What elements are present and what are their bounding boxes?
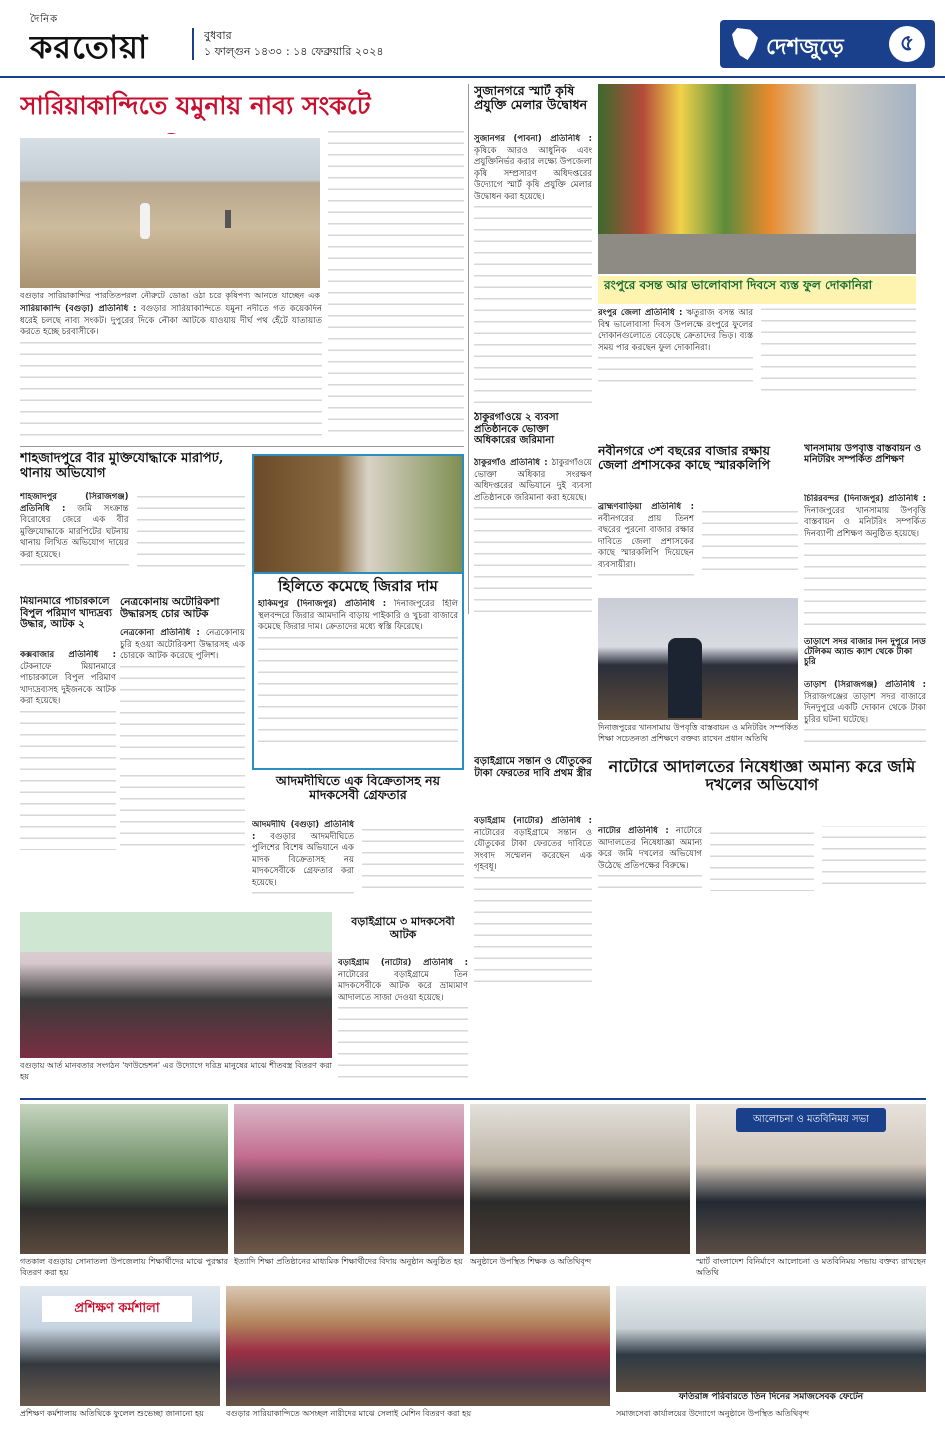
krishi-headline: সুজানগরে স্মার্ট কৃষি প্রযুক্তি মেলার উদ্বোধন (474, 84, 588, 113)
nabinagar-headline-box (598, 444, 798, 500)
krishi-dateline: সুজানগর (পাবনা) প্রতিনিধি : (474, 134, 592, 144)
myanmar-body-text: টেকনাফে মিয়ানমারে পাচারকালে বিপুল পরিমাণ খাদ্যদ্রব্যসহ দুইজনকে আটক করা হয়েছে। (20, 661, 116, 706)
workshop-photo-caption: প্রশিক্ষণ কর্মশালায় অতিথিকে ফুলেল শুভেচ্ছা জানানো হয় (20, 1409, 204, 1418)
nabinagar-body-text: নবীনগরের প্রায় তিনশ বছরের পুরনো বাজার রক্ষার দাবিতে জেলা প্রশাসকের কাছে স্মারকলিপি দিয়েছেন ব্যবসায়ীরা। (598, 513, 694, 570)
thakurgaon-body-text: ঠাকুরগাঁওয়ে ভোক্তা অধিকার সংরক্ষণ অধিদপ্তরের অভিযানে দুই ব্যবসা প্রতিষ্ঠানকে জরিমানা করা হয়েছে। (474, 458, 592, 503)
flower-shop-photo (598, 84, 916, 274)
distant-figure (225, 210, 231, 228)
netrokona-dateline: নেত্রকোনা প্রতিনিধি : (120, 628, 200, 638)
nabinagar-headline: নবীনগরে ৩শ বছরের বাজার রক্ষায় জেলা প্রশাসকের কাছে স্মারকলিপি (598, 444, 771, 473)
natore-headline-box (598, 758, 926, 822)
jira-box (252, 574, 464, 770)
jira-headline: হিলিতে কমেছে জিরার দাম (278, 577, 438, 595)
tarash-body-text: সিরাজগঞ্জের তাড়াশ সদর বাজারে দিনদুপুরে একটি দোকান থেকে টাকা চুরির ঘটনা ঘটেছে। (804, 691, 926, 725)
thakurgaon-body-lines (474, 504, 592, 614)
flower-body-text: ঋতুরাজ বসন্ত আর বিশ্ব ভালোবাসা দিবস উপলক্ষে রংপুরে ফুলের দোকানগুলোতে বেড়েছে ক্রেতাদের ভিড়। ব্যস্ত সময় পার করছেন ফুল দোকানিরা। (598, 308, 754, 353)
barai-mad-headline-box (338, 916, 468, 956)
lead-body-text-lines (20, 339, 322, 441)
adamdighi-headline: আদমদীঘিতে এক বিক্রেতাসহ নয় মাদকসেবী গ্রেফতার (276, 774, 440, 803)
netrokona-headline-box (120, 596, 245, 626)
khansama-dateline: চিরিরবন্দর (দিনাজপুর) প্রতিনিধি : (804, 494, 926, 504)
nabinagar-dateline: ব্রাহ্মণবাড়িয়া প্রতিনিধি : (598, 502, 694, 512)
masthead (0, 0, 945, 78)
guests-photo-caption: অনুষ্ঠানে উপস্থিত শিক্ষক ও অতিথিবৃন্দ (470, 1257, 592, 1266)
flower-headline-box (598, 276, 916, 304)
bogra-distribution-photo (20, 912, 332, 1058)
sewing-machine-photo (226, 1286, 610, 1406)
section-banner (720, 20, 935, 68)
speaker-figure (668, 638, 702, 718)
krishi-headline-box (474, 84, 592, 132)
natore-body-text: নাটোরে আদালতের নিষেধাজ্ঞা অমান্য করে জমি দখলের অভিযোগ উঠেছে প্রতিপক্ষের বিরুদ্ধে। (598, 826, 703, 871)
khansama-headline-box (804, 444, 926, 492)
jira-body-text: দিনাজপুরের হিলি স্থলবন্দরে জিরার আমদানি বাড়ায় পাইকারি ও খুচরা বাজারে কমেছে জিরার দাম। ক্রেতাদের মধ্যে স্বস্তি ফিরেছে। (258, 599, 458, 633)
rule-photo-row (20, 1098, 926, 1100)
thakurgaon-body (474, 458, 592, 614)
freedom-dateline: শাহজাদপুর (সিরাজগঞ্জ) প্রতিনিধি : (20, 492, 129, 514)
lead-body-right (328, 128, 464, 440)
barai-mad-body (338, 958, 468, 1080)
page-number: ৫ (889, 26, 925, 62)
adamdighi-headline-box (252, 774, 464, 818)
discussion-photo (696, 1104, 926, 1254)
thakurgaon-dateline: ঠাকুরগাঁও প্রতিনিধি : (474, 458, 548, 468)
natore-body (598, 826, 926, 992)
freedom-headline-box (20, 452, 245, 488)
netrokona-continued (120, 772, 245, 852)
netrokona-body-text: নেত্রকোনায় চুরি হওয়া অটোরিকশা উদ্ধারসহ এক চোরকে আটক করেছে পুলিশ। (120, 628, 245, 661)
barai-mad-body-text: নাটোরের বড়াইগ্রামে তিন মাদকসেবীকে আটক করে ভ্রাম্যমাণ আদালতে সাজা দেওয়া হয়েছে। (338, 969, 468, 1003)
social-service-caption: সমাজসেবা কার্যালয়ের উদ্যোগে অনুষ্ঠানে উপস্থিত অতিথিবৃন্দ (616, 1409, 810, 1418)
barai-child-dateline: বড়াইগ্রাম (নাটোর) প্রতিনিধি : (474, 816, 592, 826)
netrokona-headline: নেত্রকোনায় অটোরিকশা উদ্ধারসহ চোর আটক (120, 596, 220, 621)
farewell-photo-caption: ইত্যাদি শিক্ষা প্রতিষ্ঠানের মাধ্যমিক শিক্ষার্থীদের বিদায় অনুষ্ঠান অনুষ্ঠিত হয় (234, 1257, 463, 1266)
jira-body-lines (258, 634, 458, 750)
farmer-figure (140, 203, 150, 239)
barai-mad-body-lines (338, 1004, 468, 1080)
workshop-banner: প্রশিক্ষণ কর্মশালা (42, 1296, 192, 1322)
sewing-photo-caption: বগুড়ার সারিয়াকান্দিতে অসচ্ছল নারীদের মাঝে সেলাই মেশিন বিতরণ করা হয় (226, 1409, 472, 1418)
myanmar-body (20, 650, 116, 850)
khansama-headline: খানসামায় উপবৃত্তি বাস্তবায়ন ও মনিটরিং সম্পর্কিত প্রশিক্ষণ (804, 444, 922, 465)
barai-child-body (474, 816, 592, 992)
nabinagar-photo-caption: দিনাজপুরের খানসামায় উপবৃত্তি বাস্তবায়ন ও মনিটরিং সম্পর্কিত শিক্ষা সচেতনতা প্রশিক্ষণে বক্তব্য রাখেন প্রধান অতিথি (598, 723, 798, 743)
lead-dateline: সারিয়াকান্দি (বগুড়া) প্রতিনিধি : (20, 304, 137, 314)
barai-child-body-lines (474, 874, 592, 993)
adamdighi-dateline: আদমদীঘি (বগুড়া) প্রতিনিধি : (252, 820, 354, 842)
issue-date: ১ ফাল্গুন ১৪৩০ : ১৪ ফেব্রুয়ারি ২০২৪ (204, 45, 384, 58)
myanmar-headline: মিয়ানমারে পাচারকালে বিপুল পরিমাণ খাদ্যদ্রব্য উদ্ধার, আটক ২ (20, 596, 113, 630)
tarash-body (804, 680, 926, 748)
freedom-headline: শাহজাদপুরে বীর মুক্তিযোদ্ধাকে মারপিট, থানায় অভিযোগ (20, 452, 224, 481)
tarash-dateline: তাড়াশ (সিরাজগঞ্জ) প্রতিনিধি : (804, 680, 926, 690)
lead-headline: সারিয়াকান্দিতে যমুনায় নাব্য সংকটে (20, 91, 371, 120)
lead-body-left (20, 304, 322, 440)
netrokona-body (120, 628, 245, 768)
newspaper-logo (30, 14, 149, 76)
khansama-body (804, 494, 926, 634)
flower-body (598, 308, 916, 440)
rule-freedom (20, 446, 464, 447)
barai-child-headline-box (474, 756, 592, 814)
tarash-headline-box (804, 638, 926, 678)
barai-child-headline: বড়াইগ্রামে সন্তান ও যৌতুকের টাকা ফেরতের দাবি প্রথম স্ত্রীর (474, 756, 592, 779)
adamdighi-body-text: বগুড়ার আদমদীঘিতে পুলিশের বিশেষ অভিযানে এক মাদক বিক্রেতাসহ নয় মাদকসেবীকে গ্রেফতার করা হয়েছে। (252, 831, 355, 888)
tarash-body-lines (804, 726, 926, 748)
brand-name: করতোয়া (30, 28, 149, 66)
natore-dateline: নাটোর প্রতিনিধি : (598, 826, 669, 836)
jira-dateline: হাকিমপুর (দিনাজপুর) প্রতিনিধি : (258, 599, 387, 610)
barai-mad-headline: বড়াইগ্রামে ৩ মাদকসেবী আটক (351, 916, 455, 941)
lead-body-continued (328, 128, 464, 440)
krishi-body (474, 134, 592, 410)
krishi-body-lines (474, 203, 592, 410)
social-service-heading: ফতিরাঙ্গ পরিবারতে তিন দিনের সমাজসেবক ফেটেন (678, 1392, 864, 1402)
flower-headline: রংপুরে বসন্ত আর ভালোবাসা দিবসে ব্যস্ত ফুল দোকানিরা (604, 278, 873, 292)
discussion-banner: আলোচনা ও মতবিনিময় সভা (736, 1108, 886, 1132)
flower-dateline: রংপুর জেলা প্রতিনিধি : (598, 308, 683, 318)
discussion-photo-caption: স্মার্ট বাংলাদেশ বিনির্মাণে আলোচনা ও মতবিনিময় সভায় বক্তব্য রাখছেন অতিথি (696, 1257, 926, 1277)
social-service-photo (616, 1286, 926, 1392)
barai-mad-dateline: বড়াইগ্রাম (নাটোর) প্রতিনিধি : (338, 958, 468, 968)
adamdighi-body (252, 820, 464, 912)
barai-child-body-text: নাটোরের বড়াইগ্রামে সন্তান ও যৌতুকের টাকা ফেরতের দাবিতে সংবাদ সম্মেলন করেছেন এক গৃহবধূ। (474, 827, 592, 872)
bangladesh-map-icon (732, 28, 758, 60)
freedom-body (20, 492, 245, 592)
myanmar-dateline: কক্সবাজার প্রতিনিধি : (20, 650, 116, 660)
thakurgaon-headline: ঠাকুরগাঁওয়ে ২ ব্যবসা প্রতিষ্ঠানকে ভোক্তা অধিকারের জরিমানা (474, 412, 559, 446)
event-banner (20, 912, 332, 952)
myanmar-headline-box (20, 596, 116, 648)
lead-headline-box (20, 84, 462, 134)
column-rule (468, 84, 469, 614)
krishi-body-text: কৃষিকে আরও আধুনিক এবং প্রযুক্তিনির্ভর করার লক্ষ্যে উপজেলা কৃষি সম্প্রসারণ অধিদপ্তরের উদ্যোগে স্মার্ট কৃষি প্রযুক্তি মেলার উদ্বোধন করা হয়েছে। (474, 145, 592, 202)
khansama-body-lines (804, 540, 926, 634)
lead-photo-caption: বগুড়ার সারিয়াকান্দির পারতিতপরল নৌরুটে ডোঙা ওঠা চরে কৃষিপণ্য আনতে যাচ্ছেন এক (20, 291, 320, 300)
farewell-photo (234, 1104, 464, 1254)
issue-info (192, 28, 384, 60)
myanmar-body-lines (20, 708, 116, 851)
lead-photo (20, 138, 320, 288)
lead-body-text: বগুড়ার সারিয়াকান্দিতে যমুনা নদীতে গত কয়েকদিন ধরেই চলছে নাব্য সংকট। দুপুরের দিকে নৌকা আটকে যাওয়ায় দীর্ঘ পথ হেঁটে যাতায়াত করতে হচ্ছে চরবাসীকে। (20, 304, 322, 337)
brand-small: দৈনিক (30, 14, 59, 25)
award-photo (20, 1104, 228, 1254)
bogra-photo-caption: বগুড়ায় আর্ত মানবতার সংগঠন 'ফাউন্ডেশন' এর উদ্যোগে দরিদ্র মানুষের মাঝে শীতবস্ত্র বিতরণ করা হয় (20, 1061, 332, 1081)
award-photo-caption: গতকাল বগুড়ায় সোনাতলা উপজেলায় শিক্ষার্থীদের মাঝে পুরস্কার বিতরণ করা হয় (20, 1257, 228, 1277)
netrokona-continued-lines (120, 772, 245, 852)
thakurgaon-headline-box (474, 412, 592, 456)
jira-body (258, 599, 458, 749)
freedom-body-text: জমি সংক্রান্ত বিরোধের জেরে এক বীর মুক্তিযোদ্ধাকে মারপিটের ঘটনায় থানায় লিখিত অভিযোগ দায়ের করা হয়েছে। (20, 503, 129, 560)
tarash-headline: তাড়াশে সদর বাজার দিন দুপুরে নিউ টেলিকম অ্যান্ড ক্যাশ থেকে টাকা চুরি (804, 638, 926, 667)
guests-photo (470, 1104, 690, 1254)
issue-weekday: বুধবার (204, 29, 232, 42)
netrokona-body-lines (120, 663, 245, 769)
spice-market-photo (252, 454, 464, 574)
social-service-heading-box (616, 1392, 926, 1406)
workshop-photo (20, 1286, 220, 1406)
road-strip (598, 234, 916, 274)
khansama-body-text: দিনাজপুরের খানসামায় উপবৃত্তি বাস্তবায়ন ও মনিটরিং সম্পর্কিত দিনব্যাপী প্রশিক্ষণ অনুষ্ঠিত হয়েছে। (804, 505, 926, 539)
nabinagar-photo (598, 598, 798, 720)
nabinagar-body (598, 502, 798, 592)
section-name: দেশজুড়ে (766, 35, 844, 60)
natore-headline: নাটোরে আদালতের নিষেধাজ্ঞা অমান্য করে জমি দখলের অভিযোগ (608, 758, 916, 795)
